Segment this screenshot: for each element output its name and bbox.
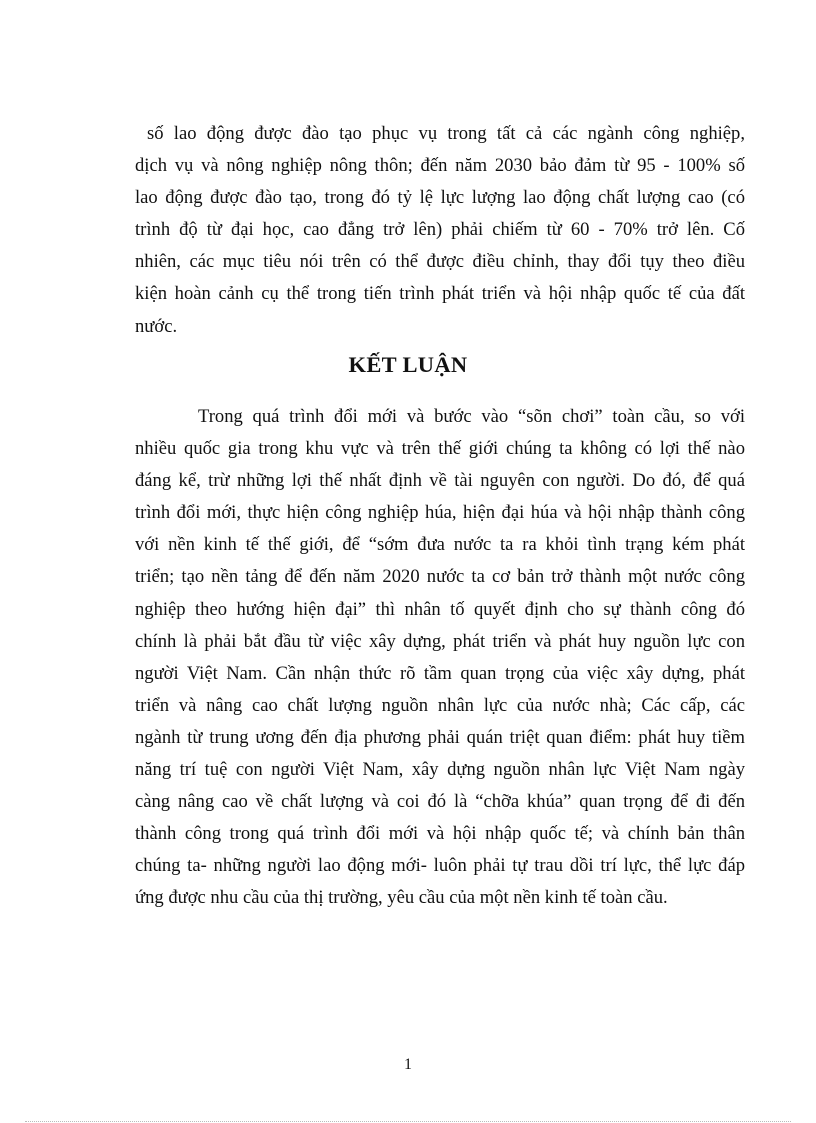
paragraph-line: chúng ta- những người lao động mới- luôn phải tự trau dồi trí lực, thể lực đáp — [135, 855, 745, 877]
paragraph-line: triển và nâng cao chất lượng nguồn nhân lực của nước nhà; Các cấp, các — [135, 694, 745, 716]
paragraph-line: người Việt Nam. Cần nhận thức rõ tầm quan trọng của việc xây dựng, phát — [135, 662, 745, 684]
page-number: 1 — [404, 1056, 412, 1073]
paragraph-line: trình độ từ đại học, cao đẳng trở lên) phải chiếm từ 60 - 70% trở lên. Cố — [135, 219, 745, 241]
paragraph-line: triển; tạo nền tảng để đến năm 2020 nước ta cơ bản trở thành một nước công — [135, 566, 745, 588]
paragraph-line: nhiều quốc gia trong khu vực và trên thế giới chúng ta không có lợi thế nào — [135, 438, 745, 460]
paragraph-line: ngành từ trung ương đến địa phương phải quán triệt quan điểm: phát huy tiềm — [135, 726, 745, 748]
paragraph-line: số lao động được đào tạo phục vụ trong tất cả các ngành công nghiệp, — [147, 123, 745, 144]
paragraph-line: thành công trong quá trình đổi mới và hội nhập quốc tế; và chính bản thân — [135, 823, 745, 845]
paragraph-intro — [135, 118, 745, 343]
paragraph-line: với nền kinh tế thế giới, để “sớm đưa nước ta ra khỏi tình trạng kém phát — [135, 534, 745, 556]
paragraph-line: nước. — [135, 315, 178, 337]
paragraph-line: lao động được đào tạo, trong đó tỷ lệ lực lượng lao động chất lượng cao (có — [135, 187, 745, 209]
paragraph-line: nhiên, các mục tiêu nói trên có thể được điều chỉnh, thay đổi tụy theo điều — [135, 251, 745, 273]
paragraph-line: Trong quá trình đổi mới và bước vào “sõn chơi” toàn cầu, so với — [198, 406, 745, 427]
paragraph-conclusion — [135, 401, 745, 915]
paragraph-line: ứng được nhu cầu của thị trường, yêu cầu của một nền kinh tế toàn cầu. — [135, 887, 668, 909]
paragraph-line: đáng kể, trừ những lợi thế nhất định về tài nguyên con người. Do đó, để quá — [135, 470, 745, 492]
paragraph-line: kiện hoàn cảnh cụ thể trong tiến trình phát triển và hội nhập quốc tế của đất — [135, 283, 745, 305]
paragraph-line: càng nâng cao về chất lượng và coi đó là “chỡa khúa” quan trọng để đi đến — [135, 791, 745, 813]
paragraph-line: dịch vụ và nông nghiệp nông thôn; đến năm 2030 bảo đảm từ 95 - 100% số — [135, 155, 745, 177]
page-bottom-divider — [25, 1121, 791, 1122]
paragraph-line: trình đổi mới, thực hiện công nghiệp húa, hiện đại húa và hội nhập thành công — [135, 502, 745, 524]
paragraph-line: nghiệp theo hướng hiện đại” thì nhân tố quyết định cho sự thành công đó — [135, 598, 745, 620]
section-heading: KẾT LUẬN — [348, 352, 468, 377]
paragraph-line: năng trí tuệ con người Việt Nam, xây dựng nguồn nhân lực Việt Nam ngày — [135, 759, 745, 781]
paragraph-line: chính là phải bắt đầu từ việc xây dựng, phát triển và phát huy nguồn lực con — [135, 630, 745, 652]
